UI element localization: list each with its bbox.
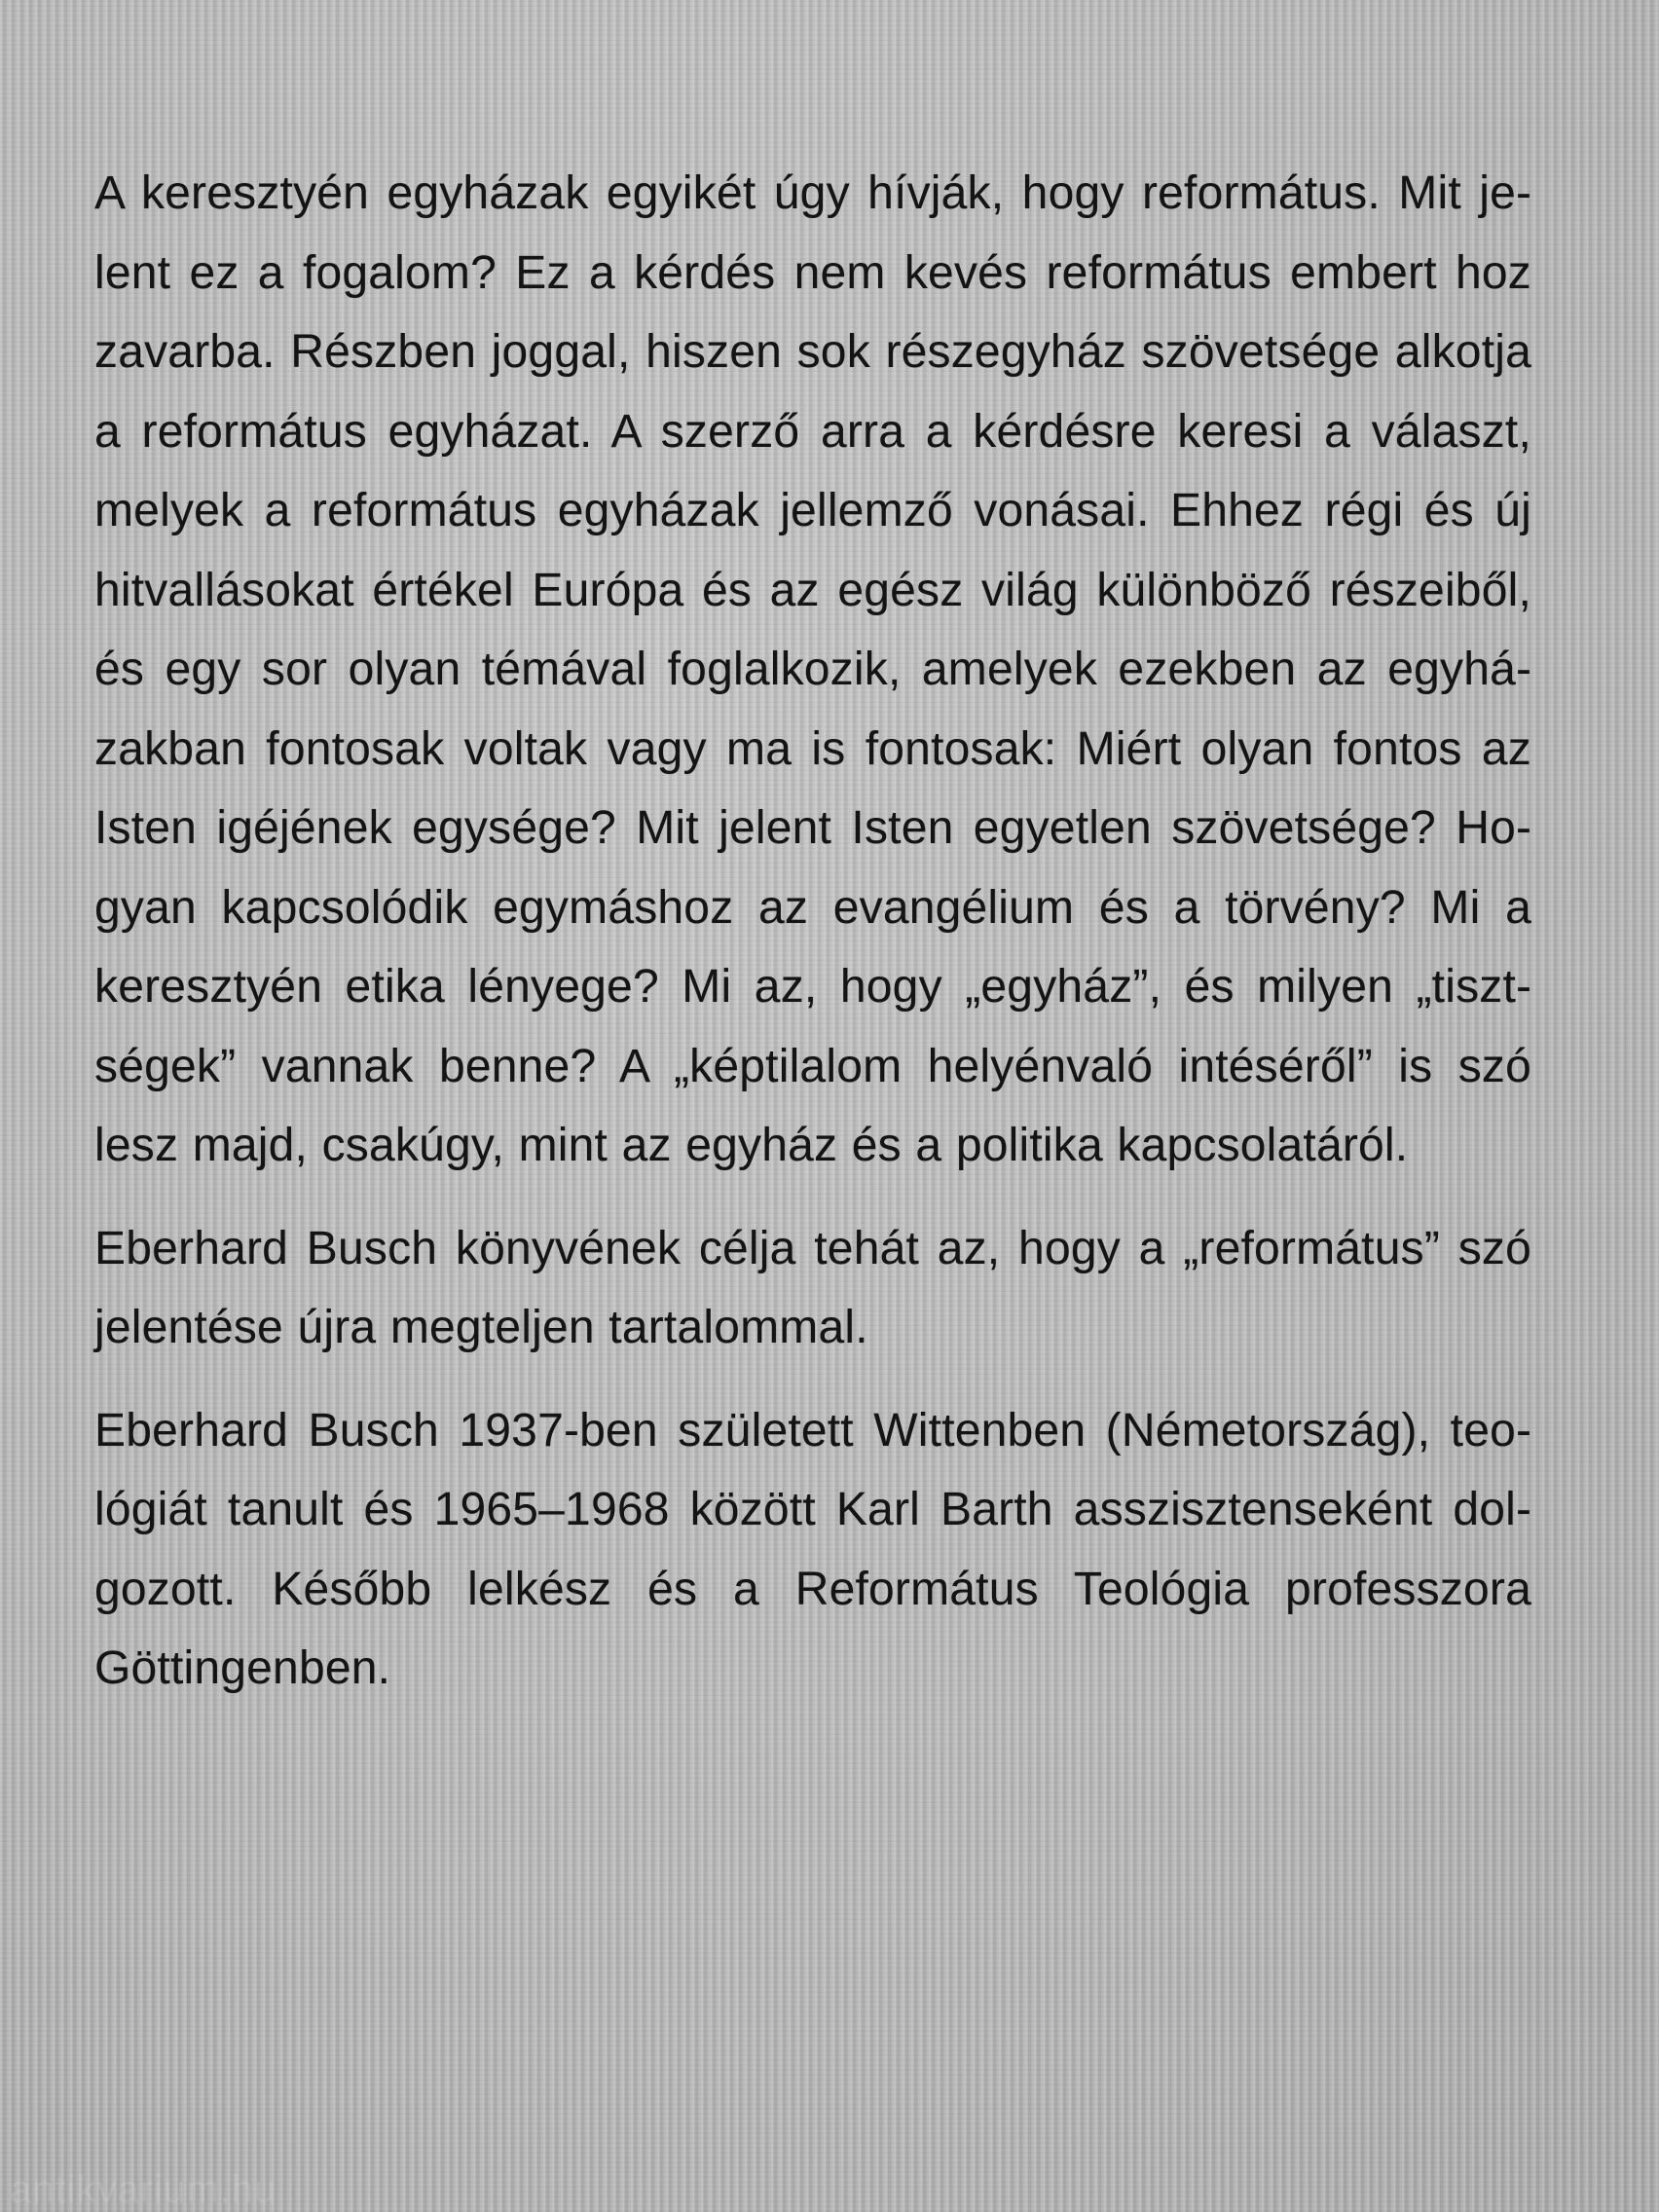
watermark: antikvarium.hu (10, 2168, 277, 2211)
paragraph-intro: A keresztyén egyházak egyikét úgy hívják, hogy református. Mit jelent ez a fogalom? Ez a kérdés nem kevés református embert hoz zavarba. Részben joggal, hiszen sok részegyház szövetsége alkotja a református egyházat. A szerző arra a kérdésre keresi a választ, melyek a református egyházak jellemző vonásai. Ehhez régi és új hitvallásokat értékel Európa és az egész világ különböző részeiből, és egy sor olyan témával foglalkozik, amelyek ezekben az egyházakban fontosak voltak vagy ma is fontosak: Miért olyan fontos az Isten igéjének egysége? Mit jelent Isten egyetlen szövetsége? Hogyan kapcsolódik egymáshoz az evangélium és a törvény? Mi a keresztyén etika lényege? Mi az, hogy „egyház”, és milyen „tisztségek” vannak benne? A „képtilalom helyénvaló intéséről” is szó lesz majd, csakúgy, mint az egyház és a politika kapcsolatáról. (94, 167, 1531, 1171)
paragraph-book-purpose: Eberhard Busch könyvének célja tehát az, hogy a „református” szó jelentése újra megteljen tartalommal. (94, 1222, 1531, 1353)
paragraph-author-bio: Eberhard Busch 1937-ben született Wittenben (Németország), teológiát tanult és 1965–1968 között Karl Barth asszisztenseként dolgozott. Később lelkész és a Református Teológia professzora Göttingenben. (94, 1404, 1531, 1694)
back-cover-text (94, 154, 1531, 1709)
